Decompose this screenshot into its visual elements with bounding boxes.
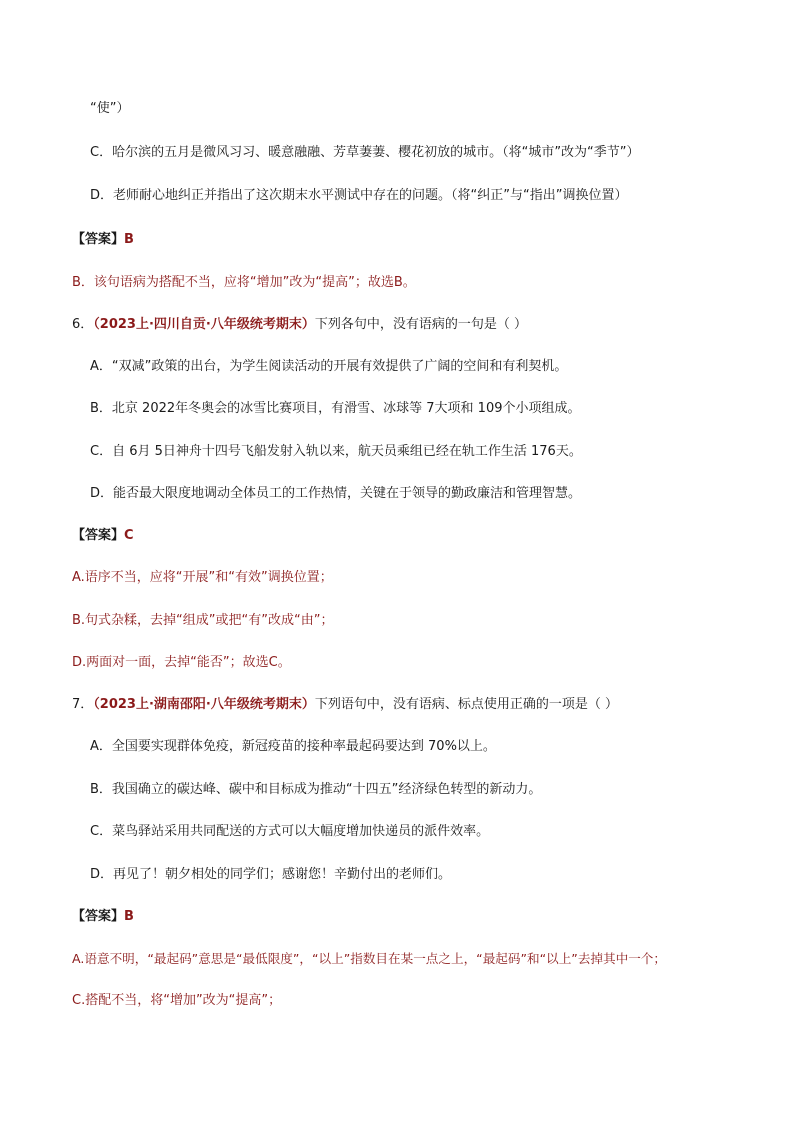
q5-option-d: D．老师耐心地纠正并指出了这次期末水平测试中存在的问题。（将“纠正”与“指出”调换位置） [90, 188, 628, 203]
q6-option-c: C．自 6月 5日神舟十四号飞船发射入轨以来，航天员乘组已经在轨工作生活 176天。 [90, 444, 582, 459]
question-text: 下列语句中，没有语病、标点使用正确的一项是（ ） [314, 697, 618, 712]
q6-stem [72, 316, 527, 334]
q7-option-b: B．我国确立的碳达峰、碳中和目标成为推动“十四五”经济绿色转型的新动力。 [90, 782, 542, 797]
question-source: （2023上·湖南邵阳·八年级统考期末） [93, 697, 315, 712]
answer-value: B [124, 232, 134, 247]
q7-stem [72, 696, 618, 714]
q7-option-c: C．菜鸟驿站采用共同配送的方式可以大幅度增加快递员的派件效率。 [90, 824, 490, 839]
q5-explanation: B．该句语病为搭配不当，应将“增加”改为“提高”；故选B。 [72, 275, 416, 290]
q7-option-a: A．全国要实现群体免疫，新冠疫苗的接种率最起码要达到 70%以上。 [90, 739, 496, 754]
q7-explanation-c: C.搭配不当，将“增加”改为“提高”； [72, 993, 282, 1008]
question-number: 7． [72, 697, 94, 712]
question-source: （2023上·四川自贡·八年级统考期末） [93, 317, 315, 332]
answer-label: 【答案】 [72, 909, 125, 924]
q6-explanation-d: D.两面对一面，去掉“能否”；故选C。 [72, 655, 291, 670]
q7-answer [72, 908, 134, 926]
question-text: 下列各句中，没有语病的一句是（ ） [314, 317, 527, 332]
q6-explanation-a: A.语序不当，应将“开展”和“有效”调换位置； [72, 570, 333, 585]
q6-option-d: D．能否最大限度地调动全体员工的工作热情，关键在于领导的勤政廉洁和管理智慧。 [90, 486, 582, 501]
q5-option-c: C．哈尔滨的五月是微风习习、暖意融融、芳草萋萋、樱花初放的城市。（将“城市”改为“季节”） [90, 145, 640, 160]
q6-option-a: A．“双减”政策的出台，为学生阅读活动的开展有效提供了广阔的空间和有利契机。 [90, 359, 568, 374]
answer-value: C [124, 528, 134, 543]
q6-explanation-b: B.句式杂糅，去掉“组成”或把“有”改成“由”； [72, 613, 334, 628]
q5-answer [72, 231, 134, 249]
continuation-text: “使”） [90, 101, 130, 116]
q7-explanation-a: A.语意不明，“最起码”意思是“最低限度”，“以上”指数目在某一点之上，“最起码”和“以上”去掉其中一个； [72, 951, 666, 966]
answer-label: 【答案】 [72, 232, 125, 247]
answer-label: 【答案】 [72, 528, 125, 543]
answer-value: B [124, 909, 134, 924]
q7-option-d: D．再见了！朝夕相处的同学们；感谢您！辛勤付出的老师们。 [90, 867, 452, 882]
question-number: 6． [72, 317, 94, 332]
q6-answer [72, 527, 134, 545]
q6-option-b: B．北京 2022年冬奥会的冰雪比赛项目，有滑雪、冰球等 7大项和 109个小项组成。 [90, 401, 581, 416]
